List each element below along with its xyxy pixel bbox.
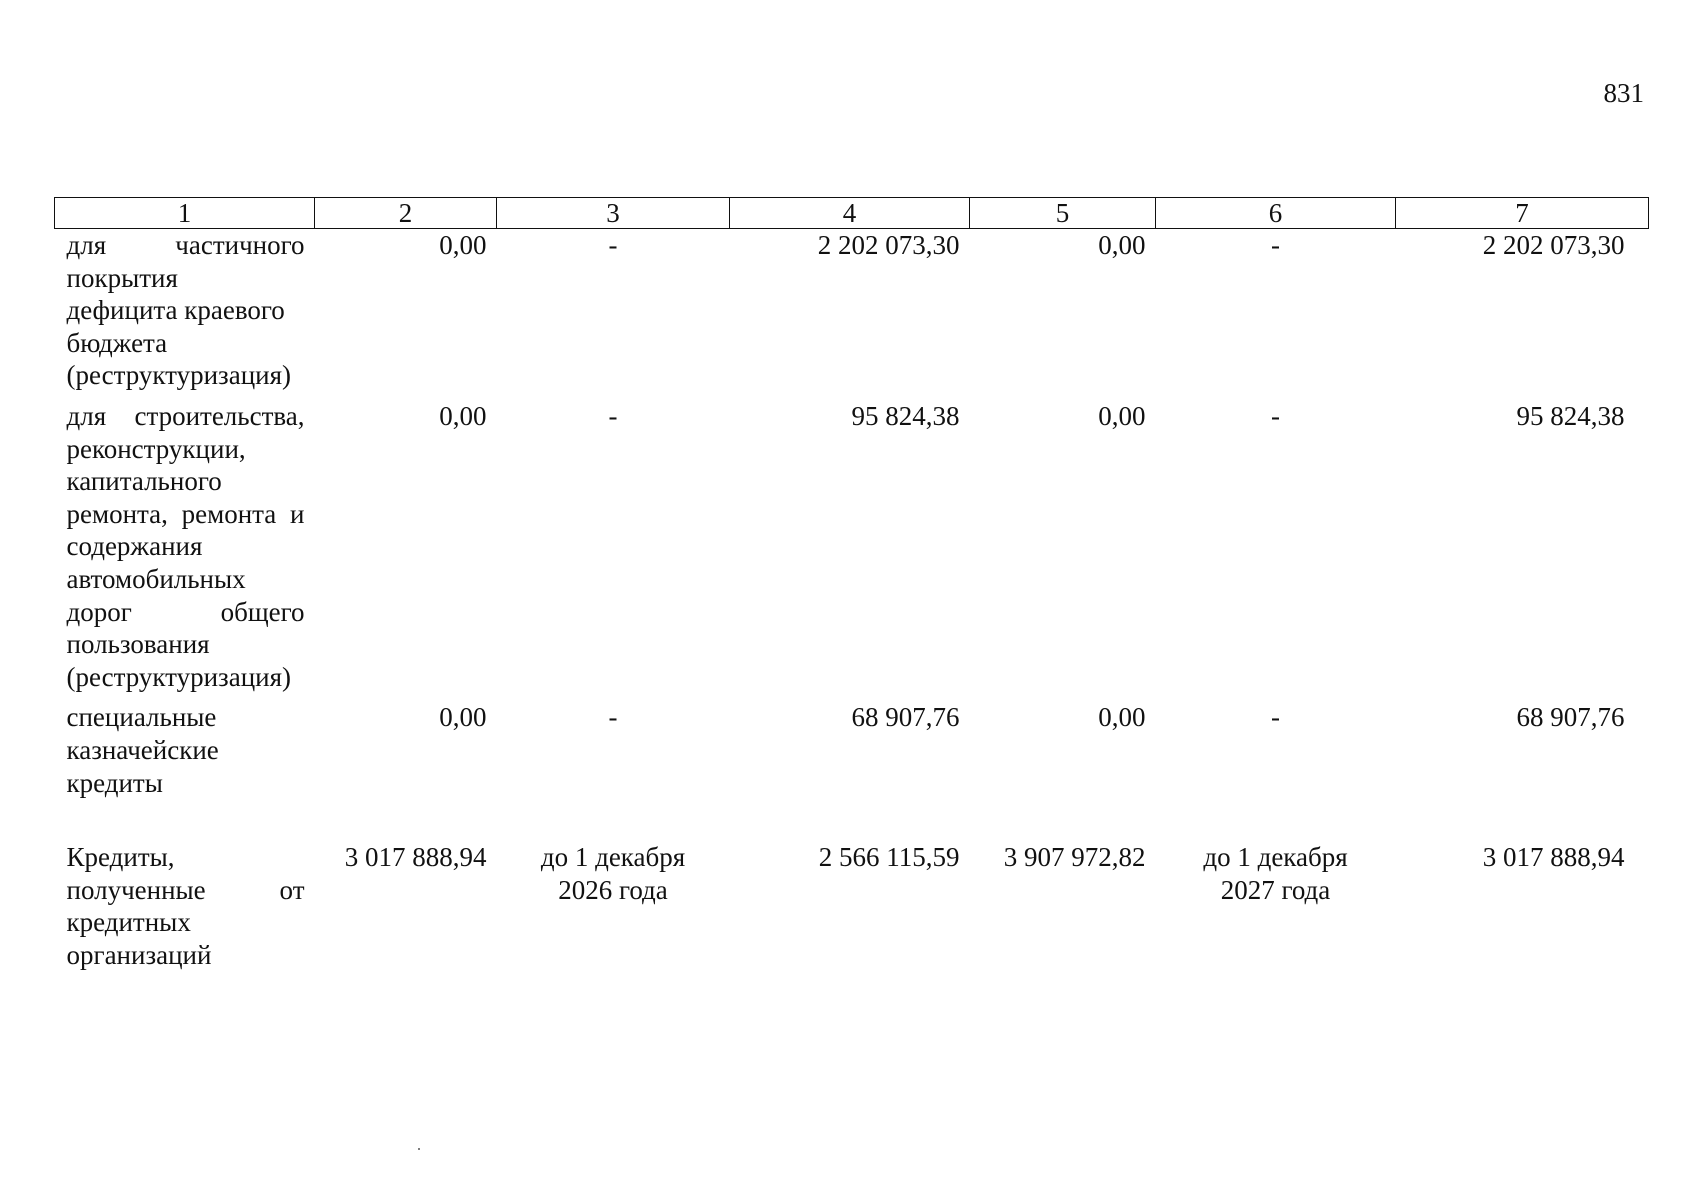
table-row <box>55 701 1649 841</box>
row-name-line: полученные от <box>66 874 305 905</box>
cell-col-6 <box>1156 701 1396 841</box>
column-number-5: 5 <box>970 198 1156 229</box>
row-name-line: бюджета <box>66 327 168 358</box>
row-name-cell <box>55 229 315 392</box>
scan-speck <box>418 1148 420 1150</box>
cell-col-6-line: - <box>1271 400 1280 431</box>
row-name-cell <box>55 701 315 841</box>
row-name-line: Кредиты, <box>66 842 175 873</box>
cell-col-7: 3 017 888,94 <box>1482 842 1625 873</box>
column-number-2: 2 <box>315 198 497 229</box>
column-number-row <box>55 198 1649 229</box>
cell-col-5: 0,00 <box>1098 400 1146 431</box>
cell-col-4: 95 824,38 <box>851 400 960 431</box>
row-name-line: ремонта, ремонта и <box>66 498 305 529</box>
row-name-line: содержания <box>66 531 203 562</box>
cell-col-3 <box>497 229 730 392</box>
cell-col-4: 2 566 115,59 <box>818 842 960 873</box>
cell-col-2: 0,00 <box>439 400 487 431</box>
debt-table <box>54 197 1649 971</box>
cell-col-6-line: до 1 декабря <box>1203 842 1348 873</box>
row-name-line: автомобильных <box>66 563 246 594</box>
column-number-1: 1 <box>55 198 315 229</box>
row-name-line: специальные <box>66 702 217 733</box>
row-name-line: кредитных <box>66 907 191 938</box>
cell-col-3-line: - <box>608 702 618 733</box>
cell-col-6 <box>1156 841 1396 971</box>
column-number-3: 3 <box>497 198 730 229</box>
cell-col-3-line: 2026 года <box>558 874 668 905</box>
cell-col-6 <box>1156 400 1396 693</box>
row-name-cell <box>55 841 315 971</box>
cell-col-6-line: - <box>1271 230 1280 260</box>
row-name-line: кредиты <box>66 767 163 798</box>
cell-col-2: 3 017 888,94 <box>344 842 487 873</box>
cell-col-5: 0,00 <box>1098 230 1146 260</box>
row-name-line: реконструкции, <box>66 433 246 464</box>
row-name-line: казначейские <box>66 734 219 765</box>
column-number-7: 7 <box>1396 198 1649 229</box>
table-row <box>55 841 1649 971</box>
column-number-6: 6 <box>1156 198 1396 229</box>
cell-col-4: 2 202 073,30 <box>817 230 960 260</box>
table-row <box>55 400 1649 693</box>
cell-col-7: 68 907,76 <box>1516 702 1625 733</box>
cell-col-7: 95 824,38 <box>1516 400 1625 431</box>
cell-col-6-line: 2027 года <box>1220 874 1331 905</box>
column-number-4: 4 <box>730 198 970 229</box>
row-name-line: (реструктуризация) <box>66 661 292 692</box>
row-name-line: для строительства, <box>66 400 305 431</box>
cell-col-3-line: - <box>608 230 618 260</box>
cell-col-5: 0,00 <box>1098 702 1146 733</box>
cell-col-6 <box>1156 229 1396 392</box>
cell-col-3-line: до 1 декабря <box>540 842 686 873</box>
cell-col-6-line: - <box>1271 702 1280 733</box>
cell-col-4: 68 907,76 <box>851 702 960 733</box>
row-spacer <box>55 693 1649 701</box>
row-name-line: капитального <box>66 466 222 497</box>
row-name-cell <box>55 400 315 693</box>
cell-col-5: 3 907 972,82 <box>1003 842 1146 873</box>
cell-col-2: 0,00 <box>439 702 487 733</box>
row-name-line: организаций <box>66 939 212 970</box>
row-name-line: для частичного <box>66 230 305 260</box>
page-number: 831 <box>1603 78 1644 108</box>
cell-col-3 <box>497 841 730 971</box>
cell-col-3-line: - <box>608 400 618 431</box>
row-name-line: (реструктуризация) <box>66 360 292 391</box>
cell-col-7: 2 202 073,30 <box>1482 230 1625 260</box>
cell-col-3 <box>497 400 730 693</box>
cell-col-3 <box>497 701 730 841</box>
row-name-line: покрытия <box>66 262 178 293</box>
row-name-line: дефицита краевого <box>66 295 285 326</box>
table-row <box>55 229 1649 392</box>
cell-col-2: 0,00 <box>439 230 487 260</box>
row-name-line: пользования <box>66 629 210 660</box>
row-spacer <box>55 392 1649 400</box>
row-name-line: дорог общего <box>66 596 305 627</box>
